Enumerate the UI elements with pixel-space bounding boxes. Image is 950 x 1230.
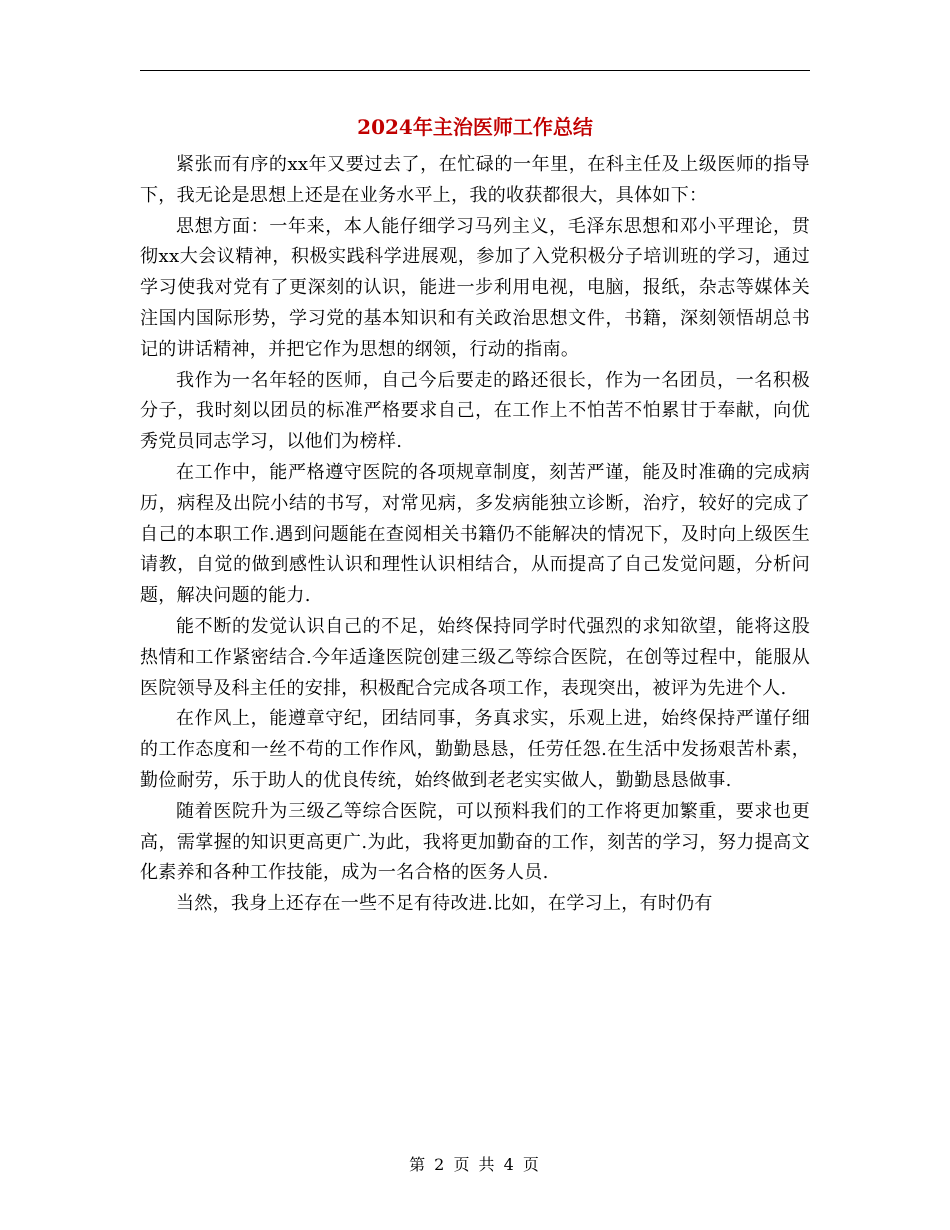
paragraph-intro: 紧张而有序的xx年又要过去了，在忙碌的一年里，在科主任及上级医师的指导下，我无论是思想上还是在业务水平上，我的收获都很大，具体如下： xyxy=(140,154,810,206)
paragraph-work: 在工作中，能严格遵守医院的各项规章制度，刻苦严谨，能及时准确的完成病历，病程及出院小结的书写，对常见病，多发病能独立诊断，治疗，较好的完成了自己的本职工作.遇到问题能在查阅相关书籍仍不能解决的情况下，及时向上级医生请教，自觉的做到感性认识和理性认识相结合，从而提高了自己发觉问题，分析问题，解决问题的能力. xyxy=(140,461,810,607)
paragraph-ideology: 思想方面：一年来，本人能仔细学习马列主义，毛泽东思想和邓小平理论，贯彻xx大会议精神，积极实践科学进展观，参加了入党积极分子培训班的学习，通过学习使我对党有了更深刻的认识，能进一步利用电视，电脑，报纸，杂志等媒体关注国内国际形势，学习党的基本知识和有关政治思想文件，书籍，深刻领悟胡总书记的讲话精神，并把它作为思想的纲领，行动的指南。 xyxy=(140,215,810,360)
page-number-footer: 第 2 页 共 4 页 xyxy=(409,1155,541,1174)
document-body xyxy=(140,150,810,920)
header-rule xyxy=(140,70,810,71)
paragraph-shortcomings: 当然，我身上还存在一些不足有待改进.比如，在学习上，有时仍有 xyxy=(176,893,713,915)
paragraph-self-improvement: 能不断的发觉认识自己的不足，始终保持同学时代强烈的求知欲望，能将这股热情和工作紧密结合.今年适逢医院创建三级乙等综合医院，在创等过程中，能服从医院领导及科主任的安排，积极配合完成各项工作，表现突出，被评为先进个人. xyxy=(140,615,810,699)
paragraph-outlook: 随着医院升为三级乙等综合医院，可以预料我们的工作将更加繁重，要求也更高，需掌握的知识更高更广.为此，我将更加勤奋的工作，刻苦的学习，努力提高文化素养和各种工作技能，成为一名合格的医务人员. xyxy=(140,800,810,884)
paragraph-conduct: 在作风上，能遵章守纪，团结同事，务真求实，乐观上进，始终保持严谨仔细的工作态度和一丝不苟的工作作风，勤勤恳恳，任劳任怨.在生活中发扬艰苦朴素，勤俭耐劳，乐于助人的优良传统，始终做到老老实实做人，勤勤恳恳做事. xyxy=(140,708,810,791)
paragraph-young-physician: 我作为一名年轻的医师，自己今后要走的路还很长，作为一名团员，一名积极分子，我时刻以团员的标准严格要求自己，在工作上不怕苦不怕累甘于奉献，向优秀党员同志学习，以他们为榜样. xyxy=(140,369,810,453)
document-title: 2024年主治医师工作总结 xyxy=(357,115,593,139)
